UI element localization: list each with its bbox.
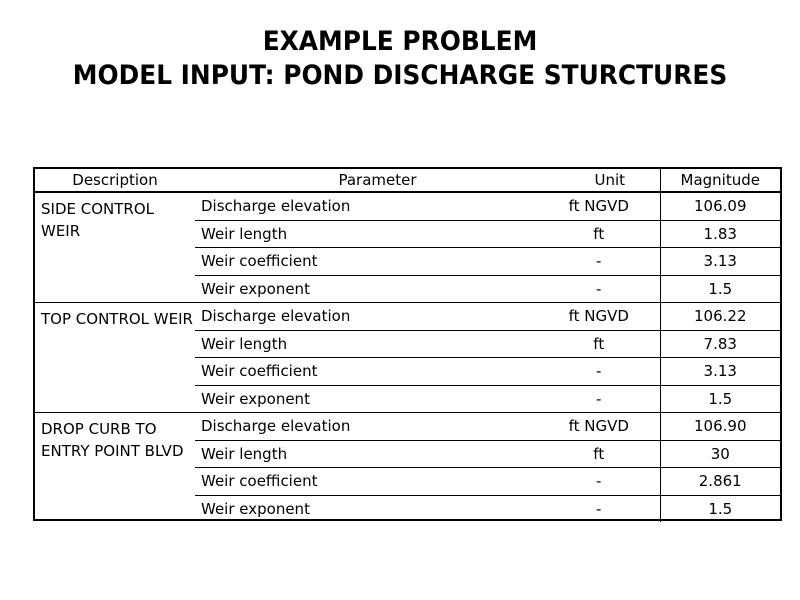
header-parameter: Parameter bbox=[195, 169, 560, 192]
unit-cell: ft NGVD bbox=[560, 413, 660, 441]
unit-cell: ft bbox=[560, 330, 660, 358]
discharge-structures-table-container bbox=[33, 167, 782, 521]
parameter-cell: Discharge elevation bbox=[195, 192, 560, 220]
magnitude-cell: 1.5 bbox=[660, 495, 780, 522]
table-row bbox=[35, 413, 780, 441]
table-header-row bbox=[35, 169, 780, 192]
unit-cell: - bbox=[560, 468, 660, 496]
group-description-side-control-weir: SIDE CONTROL WEIR bbox=[41, 200, 154, 240]
page-title: EXAMPLE PROBLEM bbox=[262, 26, 538, 57]
magnitude-cell: 7.83 bbox=[660, 330, 780, 358]
unit-cell: ft bbox=[560, 220, 660, 248]
magnitude-cell: 3.13 bbox=[660, 248, 780, 276]
magnitude-cell: 1.5 bbox=[660, 385, 780, 413]
parameter-cell: Weir coefficient bbox=[195, 468, 560, 496]
magnitude-cell: 106.90 bbox=[660, 413, 780, 441]
magnitude-cell: 30 bbox=[660, 440, 780, 468]
magnitude-cell: 1.5 bbox=[660, 275, 780, 303]
unit-cell: - bbox=[560, 358, 660, 386]
parameter-cell: Weir length bbox=[195, 330, 560, 358]
unit-cell: - bbox=[560, 248, 660, 276]
parameter-cell: Weir coefficient bbox=[195, 248, 560, 276]
parameter-cell: Weir exponent bbox=[195, 275, 560, 303]
parameter-cell: Weir coefficient bbox=[195, 358, 560, 386]
unit-cell: - bbox=[560, 275, 660, 303]
unit-cell: - bbox=[596, 499, 602, 518]
parameter-cell: Weir exponent bbox=[201, 499, 310, 518]
magnitude-cell: 2.861 bbox=[660, 468, 780, 496]
magnitude-cell: 106.09 bbox=[660, 192, 780, 220]
parameter-cell: Discharge elevation bbox=[195, 303, 560, 331]
group-description-drop-curb: DROP CURB TO ENTRY POINT BLVD bbox=[35, 413, 195, 523]
magnitude-cell: 3.13 bbox=[660, 358, 780, 386]
header-unit: Unit bbox=[560, 169, 660, 192]
page-subtitle: MODEL INPUT: POND DISCHARGE STURCTURES bbox=[72, 60, 728, 91]
magnitude-cell: 1.83 bbox=[660, 220, 780, 248]
group-description-top-control-weir: TOP CONTROL WEIR bbox=[35, 303, 195, 413]
unit-cell: ft bbox=[560, 440, 660, 468]
header-description: Description bbox=[35, 169, 195, 192]
table-row bbox=[35, 192, 780, 220]
magnitude-cell: 106.22 bbox=[660, 303, 780, 331]
table-row bbox=[35, 303, 780, 331]
unit-cell: - bbox=[560, 385, 660, 413]
header-magnitude: Magnitude bbox=[660, 169, 780, 192]
unit-cell: ft NGVD bbox=[560, 192, 660, 220]
parameter-cell: Discharge elevation bbox=[195, 413, 560, 441]
parameter-cell: Weir length bbox=[195, 440, 560, 468]
discharge-structures-table bbox=[35, 169, 780, 522]
parameter-cell: Weir exponent bbox=[195, 385, 560, 413]
unit-cell: ft NGVD bbox=[560, 303, 660, 331]
parameter-cell: Weir length bbox=[195, 220, 560, 248]
